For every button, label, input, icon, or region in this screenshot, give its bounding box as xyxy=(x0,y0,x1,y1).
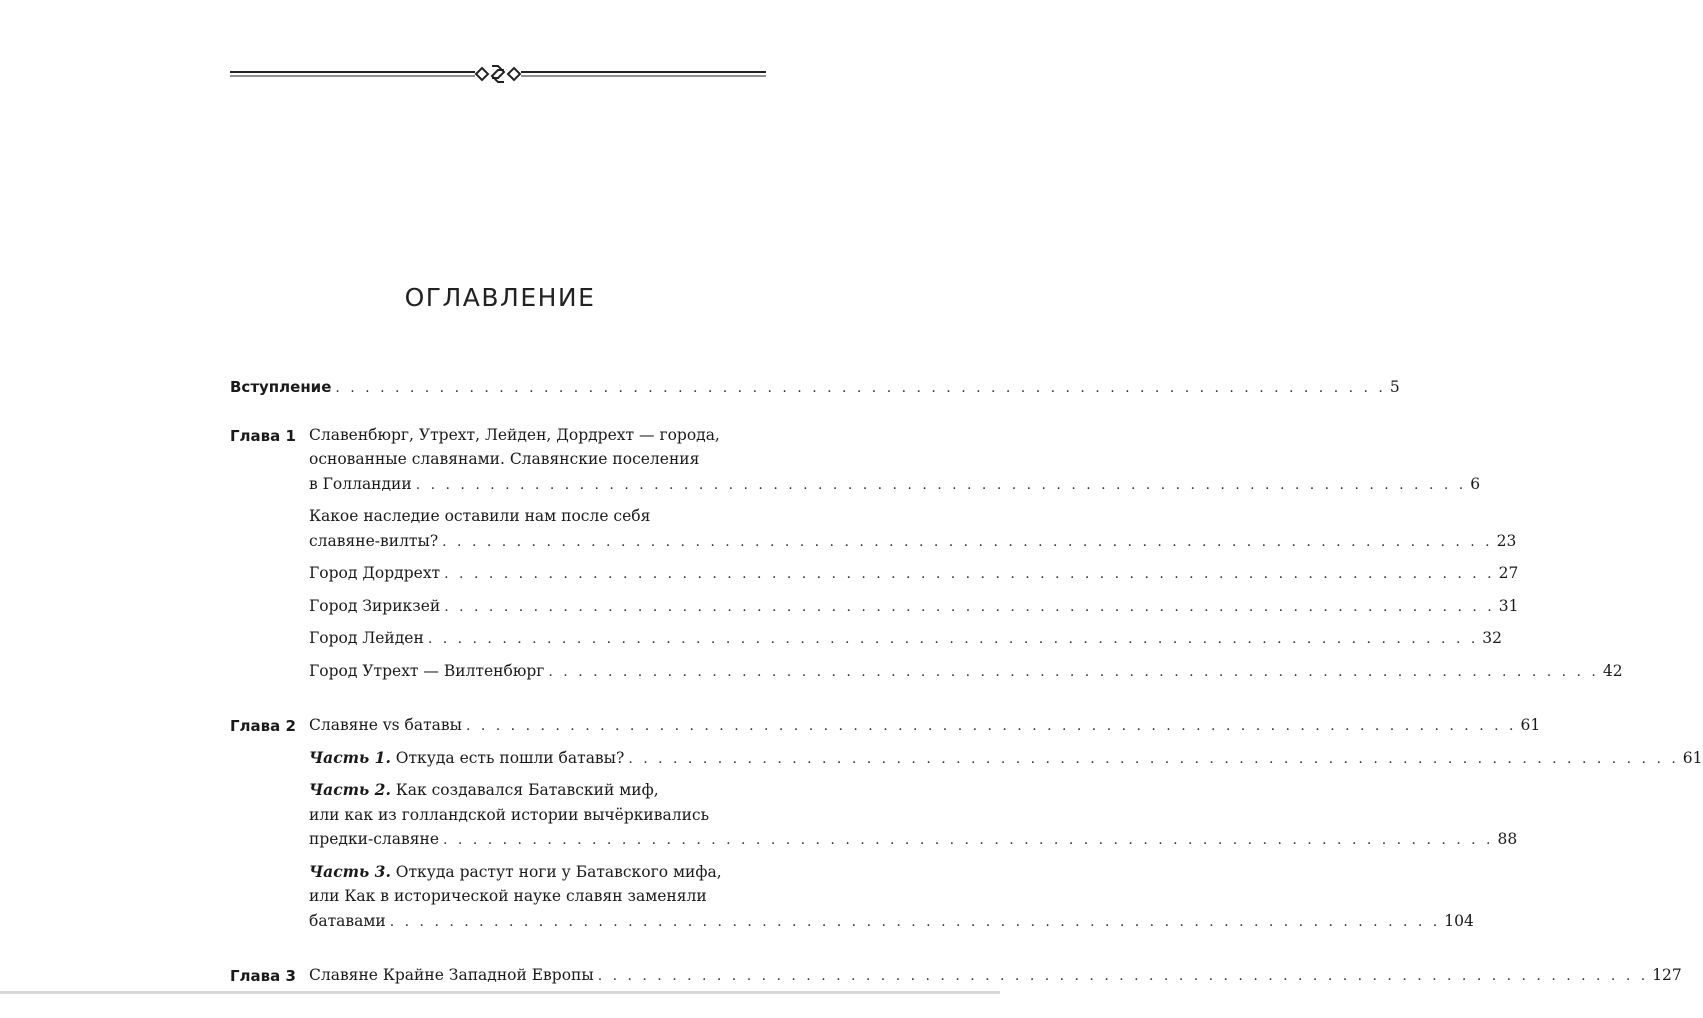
entry-title: Город Зирикзей xyxy=(309,596,441,615)
leader-dots: . . . . . . . . . . . . . . . . . . . . . . . . . . . . . . . . . . . . . . . . . . . . . . . . . . . . . . . . . . . . . . . . . . . . . . . xyxy=(389,913,1441,930)
entry-line: основанные славянами. Славянские поселения xyxy=(309,450,700,468)
table-of-contents xyxy=(230,375,1703,1018)
page-number: 5 xyxy=(1389,378,1400,396)
leader-dots: . . . . . . . . . . . . . . . . . . . . . . . . . . . . . . . . . . . . . . . . . . . . . . . . . . . . . . . . . . . . . . . . . . . . . . . xyxy=(415,476,1467,493)
part-label: Часть 1. xyxy=(309,747,391,767)
entry-title: Город Лейден xyxy=(309,629,424,647)
toc-entry[interactable] xyxy=(309,778,1518,853)
chapter-label: Глава 3 xyxy=(230,967,296,985)
leader-dots: . . . . . . . . . . . . . . . . . . . . . . . . . . . . . . . . . . . . . . . . . . . . . . . . . . . . . . . . . . . . . . . . . . . . . . . xyxy=(548,663,1599,680)
part-label: Часть 2. xyxy=(309,780,391,799)
entry-title: батавами xyxy=(309,911,386,930)
toc-entry[interactable] xyxy=(309,659,1623,685)
entry-line: или как из голландской истории вычёркивались xyxy=(309,805,710,824)
toc-entry[interactable] xyxy=(309,561,1519,587)
toc-entry[interactable] xyxy=(309,626,1503,652)
toc-chapter-2 xyxy=(230,713,1703,941)
ornament-divider xyxy=(230,62,766,86)
leader-dots: . . . . . . . . . . . . . . . . . . . . . . . . . . . . . . . . . . . . . . . . . . . . . . . . . . . . . . . . . . . . . . . . . . . . . . . xyxy=(335,380,1386,396)
page-edge-rule xyxy=(0,991,1000,994)
toc-entry[interactable] xyxy=(309,746,1703,772)
page-number: 127 xyxy=(1652,966,1682,984)
page-number: 6 xyxy=(1470,474,1481,493)
page-number: 88 xyxy=(1497,830,1518,848)
page-number: 42 xyxy=(1602,661,1623,680)
entry-title: Славяне vs батавы xyxy=(309,716,462,734)
chapter-label: Глава 1 xyxy=(230,426,296,445)
page-number: 23 xyxy=(1496,531,1517,550)
page-number: 61 xyxy=(1520,716,1541,734)
leader-dots: . . . . . . . . . . . . . . . . . . . . . . . . . . . . . . . . . . . . . . . . . . . . . . . . . . . . . . . . . . . . . . . . . . . . . . . xyxy=(628,750,1679,767)
entry-title: славяне-вилты? xyxy=(309,531,439,550)
chapter-label: Глава 2 xyxy=(230,717,296,735)
toc-entry[interactable] xyxy=(309,713,1541,739)
toc-entry[interactable] xyxy=(309,963,1682,989)
entry-line: Славенбюрг, Утрехт, Лейден, Дордрехт — города, xyxy=(309,425,720,444)
leader-dots: . . . . . . . . . . . . . . . . . . . . . . . . . . . . . . . . . . . . . . . . . . . . . . . . . . . . . . . . . . . . . . . . . . . . . . . xyxy=(444,566,1495,582)
page-number: 32 xyxy=(1482,629,1503,647)
entry-title: в Голландии xyxy=(309,474,412,493)
toc-intro xyxy=(230,375,1400,401)
leader-dots: . . . . . . . . . . . . . . . . . . . . . . . . . . . . . . . . . . . . . . . . . . . . . . . . . . . . . . . . . . . . . . . . . . . . . . . xyxy=(427,631,1479,647)
entry-title: Вступление xyxy=(230,378,332,396)
page-number: 27 xyxy=(1498,564,1519,582)
leader-dots: . . . . . . . . . . . . . . . . . . . . . . . . . . . . . . . . . . . . . . . . . . . . . . . . . . . . . . . . . . . . . . . . . . . . . . . xyxy=(444,598,1495,615)
entry-line: Как создавался Батавский миф, xyxy=(390,781,659,799)
page-number: 31 xyxy=(1498,596,1519,615)
toc-entry[interactable] xyxy=(309,594,1519,620)
part-label: Часть 3. xyxy=(309,861,391,881)
page-title: ОГЛАВЛЕНИЕ xyxy=(404,283,596,312)
entry-line: Откуда растут ноги у Батавского мифа, xyxy=(390,862,722,881)
page-number: 104 xyxy=(1444,911,1474,930)
entry-title: предки-славяне xyxy=(309,830,440,848)
toc-entry[interactable] xyxy=(309,860,1474,935)
leader-dots: . . . . . . . . . . . . . . . . . . . . . . . . . . . . . . . . . . . . . . . . . . . . . . . . . . . . . . . . . . . . . . . . . . . . . . . xyxy=(442,533,1493,550)
toc-chapter-1 xyxy=(230,423,1623,692)
entry-title: Откуда есть пошли батавы? xyxy=(390,748,625,767)
entry-title: Город Дордрехт xyxy=(309,564,441,582)
leader-dots: . . . . . . . . . . . . . . . . . . . . . . . . . . . . . . . . . . . . . . . . . . . . . . . . . . . . . . . . . . . . . . . . . . . . . . . xyxy=(597,968,1649,984)
leader-dots: . . . . . . . . . . . . . . . . . . . . . . . . . . . . . . . . . . . . . . . . . . . . . . . . . . . . . . . . . . . . . . . . . . . . . . . xyxy=(443,832,1494,848)
entry-line: Какое наследие оставили нам после себя xyxy=(309,507,651,525)
toc-entry[interactable] xyxy=(309,504,1517,554)
page-number: 61 xyxy=(1682,748,1703,767)
toc-entry[interactable] xyxy=(309,423,1481,498)
entry-title: Славяне Крайне Западной Европы xyxy=(309,966,594,984)
entry-line: или Как в исторической науке славян заменяли xyxy=(309,887,707,905)
entry-title: Город Утрехт — Вилтенбюрг xyxy=(309,661,545,680)
toc-entry[interactable] xyxy=(230,375,1400,401)
leader-dots: . . . . . . . . . . . . . . . . . . . . . . . . . . . . . . . . . . . . . . . . . . . . . . . . . . . . . . . . . . . . . . . . . . . . . . . xyxy=(465,718,1517,734)
